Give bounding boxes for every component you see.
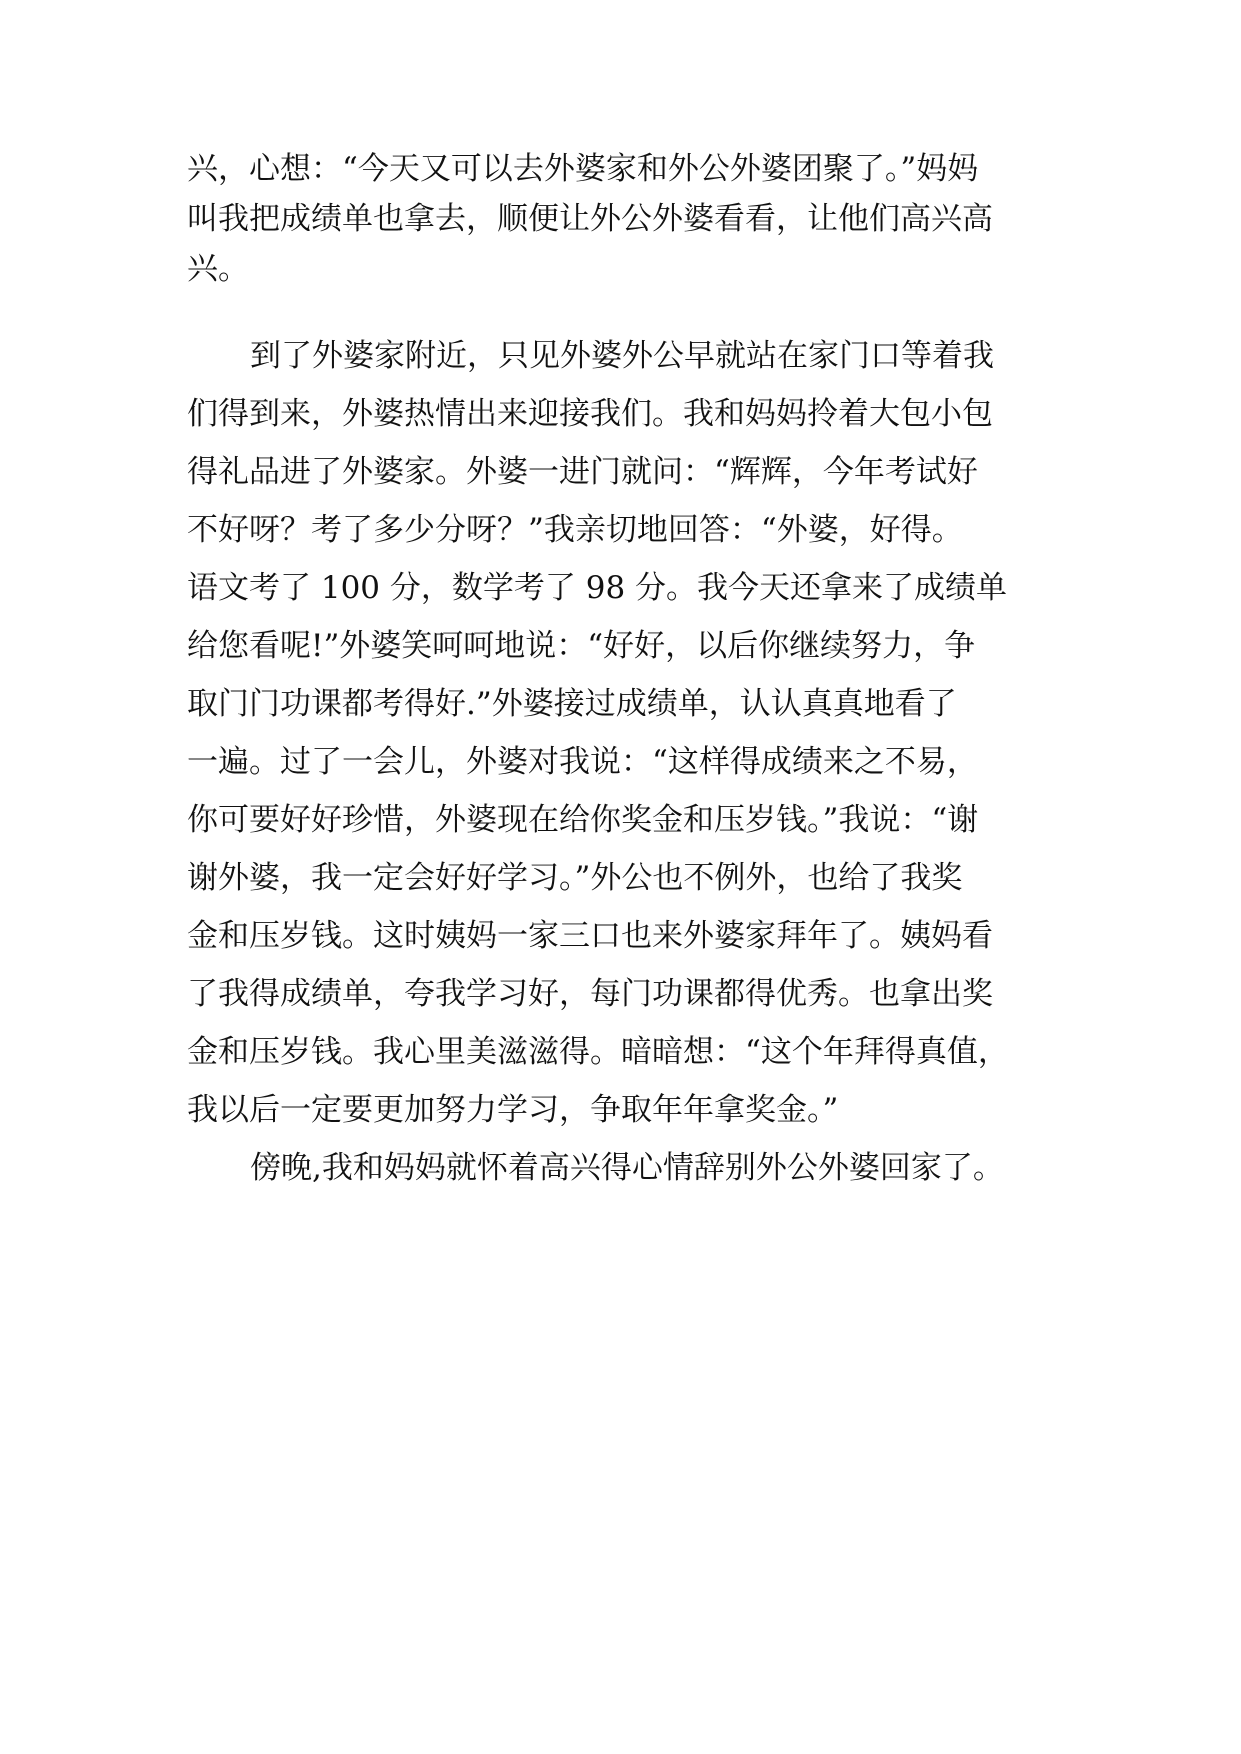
text-line: 语文考了 100 分，数学考了 98 分。我今天还拿来了成绩单 — [187, 570, 1008, 606]
text-line: 金和压岁钱。这时姨妈一家三口也来外婆家拜年了。姨妈看 — [187, 918, 993, 954]
text-line: 叫我把成绩单也拿去，顺便让外公外婆看看，让他们高兴高 — [187, 201, 993, 237]
text-line: 了我得成绩单，夸我学习好，每门功课都得优秀。也拿出奖 — [187, 976, 993, 1012]
text-line: 一遍。过了一会儿，外婆对我说：“这样得成绩来之不易， — [187, 744, 978, 780]
text-line: 金和压岁钱。我心里美滋滋得。暗暗想：“这个年拜得真值， — [187, 1034, 1009, 1070]
text-line: 们得到来，外婆热情出来迎接我们。我和妈妈拎着大包小包 — [187, 396, 993, 432]
text-line: 谢外婆，我一定会好好学习。”外公也不例外，也给了我奖 — [187, 860, 963, 896]
text-line: 兴，心想：“今天又可以去外婆家和外公外婆团聚了。”妈妈 — [187, 151, 979, 187]
text-line: 得礼品进了外婆家。外婆一进门就问：“辉辉，今年考试好 — [187, 454, 978, 490]
text-line: 我以后一定要更加努力学习，争取年年拿奖金。” — [187, 1092, 839, 1128]
text-line: 取门门功课都考得好.”外婆接过成绩单，认认真真地看了 — [187, 686, 957, 722]
text-line: 到了外婆家附近，只见外婆外公早就站在家门口等着我 — [250, 338, 994, 374]
text-line: 兴。 — [187, 251, 249, 287]
text-line: 你可要好好珍惜，外婆现在给你奖金和压岁钱。”我说：“谢 — [187, 802, 979, 838]
text-line: 给您看呢!”外婆笑呵呵地说：“好好，以后你继续努力，争 — [187, 628, 976, 664]
text-line: 不好呀？考了多少分呀？”我亲切地回答：“外婆，好得。 — [187, 512, 963, 548]
text-line: 傍晚,我和妈妈就怀着高兴得心情辞别外公外婆回家了。 — [250, 1150, 1004, 1186]
